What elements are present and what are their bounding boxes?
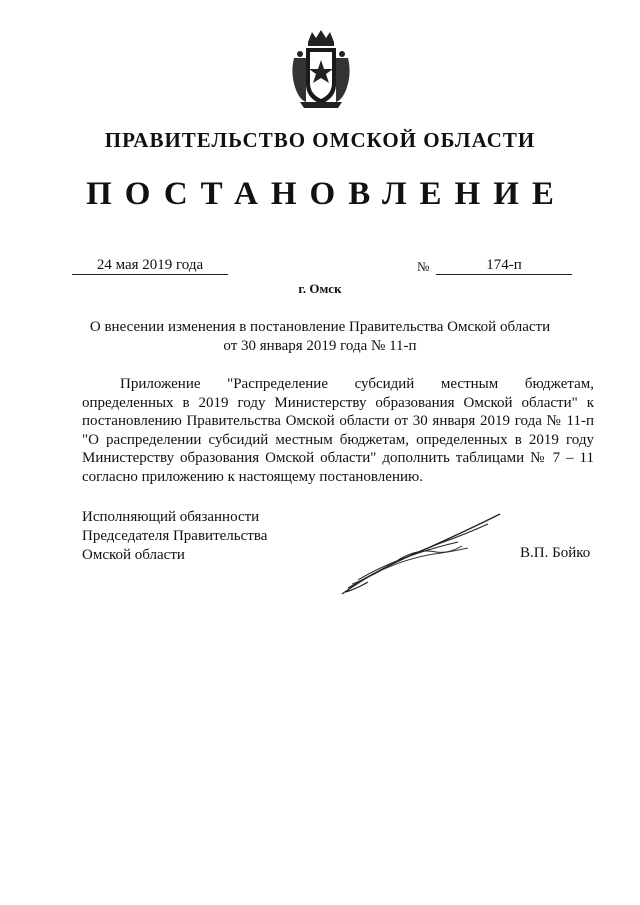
signatory-title-line: Исполняющий обязанности: [82, 509, 260, 525]
signatory-title-line: Омской области: [82, 547, 185, 563]
handwritten-signature: [338, 508, 508, 600]
organization-title: ПРАВИТЕЛЬСТВО ОМСКОЙ ОБЛАСТИ: [104, 128, 536, 152]
subject-line-1: О внесении изменения в постановление Правительства Омской области: [89, 319, 551, 335]
coat-of-arms-emblem: [288, 28, 354, 110]
city: г. Омск: [298, 281, 342, 296]
body-paragraph: Приложение "Распределение субсидий местным бюджетам, определенных в 2019 году Министерству образования Омской области" к постановлению Правительства Омской области от 30 января 2019 года № 11-п "О распределении субсидий местным бюджетам, определенных в 2019 году Министерству образования Омской области" дополнить таблицами № 7 – 11 согласно приложению к настоящему постановлению.: [82, 376, 594, 485]
document-type-title: ПОСТАНОВЛЕНИЕ: [86, 176, 567, 212]
signer-name: В.П. Бойко: [520, 545, 591, 561]
subject-line-2: от 30 января 2019 года № 11-п: [223, 338, 417, 354]
document-date: 24 мая 2019 года: [72, 257, 228, 275]
number-label: №: [417, 259, 430, 274]
document-number: 174-п: [436, 257, 572, 275]
signatory-title: [82, 508, 267, 565]
signatory-title-line: Председателя Правительства: [82, 528, 268, 544]
subject: [80, 318, 560, 356]
